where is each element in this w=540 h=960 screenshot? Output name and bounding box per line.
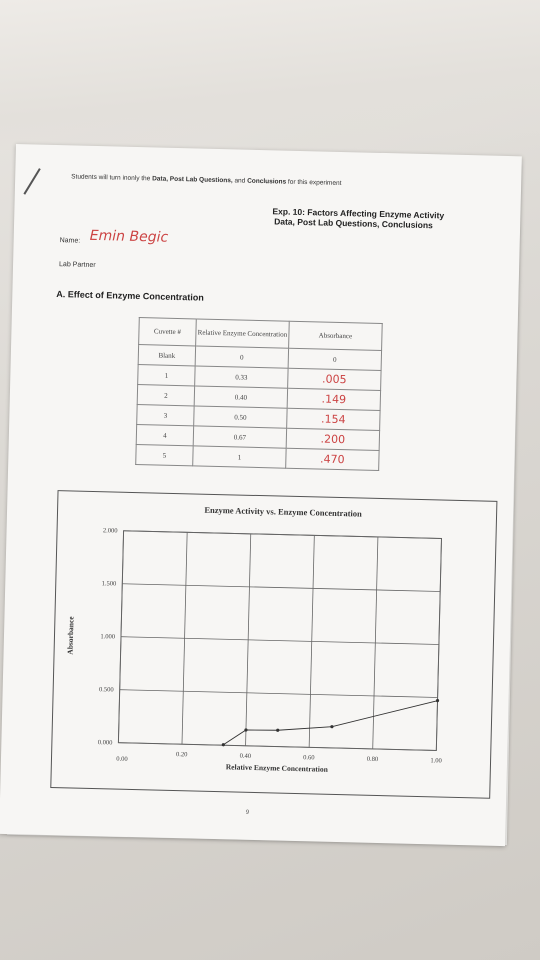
lab-partner-label: Lab Partner <box>58 261 96 269</box>
chart-container <box>50 490 497 799</box>
chart-title: Enzyme Activity vs. Enzyme Concentration <box>204 504 362 519</box>
y-tick-label: 2.000 <box>102 527 118 535</box>
x-tick-label: 0.60 <box>303 754 315 762</box>
chart-svg <box>51 491 496 798</box>
cell-concentration: 0.40 <box>194 386 287 408</box>
y-tick-label: 1.000 <box>100 633 116 641</box>
grid-line-horizontal <box>121 637 439 645</box>
data-table <box>135 317 383 471</box>
x-tick-label: 0.40 <box>239 752 252 760</box>
instructions-bold2: Conclusions <box>247 177 287 186</box>
worksheet-page <box>0 144 522 846</box>
data-point <box>330 725 333 728</box>
cell-absorbance: 0 <box>288 348 381 370</box>
instructions-and: and <box>234 177 246 185</box>
cell-absorbance[interactable]: .200 <box>286 428 379 450</box>
cell-concentration: 0.67 <box>193 426 286 448</box>
x-tick-label: 0.20 <box>175 751 188 759</box>
cell-absorbance[interactable]: .149 <box>287 388 380 410</box>
header-concentration: Relative Enzyme Concentration <box>196 319 290 348</box>
name-label: Name: <box>59 237 81 245</box>
cell-absorbance[interactable]: .154 <box>287 408 380 430</box>
x-tick-label: 0.00 <box>116 755 128 763</box>
y-axis-label: Absorbance <box>65 616 76 655</box>
series-line <box>223 695 437 749</box>
cell-absorbance[interactable]: .005 <box>288 368 381 390</box>
instructions-bold: Data, Post Lab Questions, <box>152 175 233 185</box>
cell-concentration: 0.33 <box>195 366 288 388</box>
grid-line-horizontal <box>124 531 442 539</box>
y-tick-label: 0.500 <box>98 686 114 694</box>
header-cuvette: Cuvette # <box>139 318 197 346</box>
instructions-lead: Students will turn inonly the <box>71 173 151 183</box>
cell-cuvette: 3 <box>137 405 194 426</box>
experiment-title <box>272 206 444 230</box>
grid-line-horizontal <box>120 690 438 698</box>
instructions-tail: for this experiment <box>287 178 342 187</box>
grid-line-horizontal <box>118 743 436 751</box>
y-tick-label: 1.500 <box>101 580 117 588</box>
x-tick-label: 0.80 <box>366 755 379 764</box>
cell-cuvette: 2 <box>137 385 194 406</box>
cell-concentration: 0.50 <box>194 406 287 428</box>
data-point <box>436 699 439 702</box>
cell-cuvette: Blank <box>138 345 195 366</box>
cell-concentration: 1 <box>193 446 286 468</box>
cell-cuvette: 4 <box>136 425 193 446</box>
exp-title-line1: Exp. 10: Factors Affecting Enzyme Activity <box>272 206 445 221</box>
x-axis-label: Relative Enzyme Concentration <box>225 762 328 774</box>
y-tick-label: 0.000 <box>97 739 113 747</box>
cell-cuvette: 1 <box>138 365 195 386</box>
x-tick-label: 1.00 <box>430 757 442 765</box>
grid-line-horizontal <box>122 584 440 592</box>
data-point <box>276 729 279 732</box>
section-title: A. Effect of Enzyme Concentration <box>56 289 204 303</box>
header-absorbance: Absorbance <box>289 321 383 350</box>
exp-title-line2: Data, Post Lab Questions, Conclusions <box>274 216 433 231</box>
cell-absorbance[interactable]: .470 <box>286 448 379 470</box>
name-field[interactable]: Emin Begic <box>89 227 169 246</box>
cell-cuvette: 5 <box>136 445 193 466</box>
page-number: 9 <box>245 809 250 816</box>
cell-concentration: 0 <box>195 346 288 368</box>
instructions-line <box>71 173 341 187</box>
fabric-background <box>0 0 540 150</box>
pencil-mark <box>23 168 40 195</box>
